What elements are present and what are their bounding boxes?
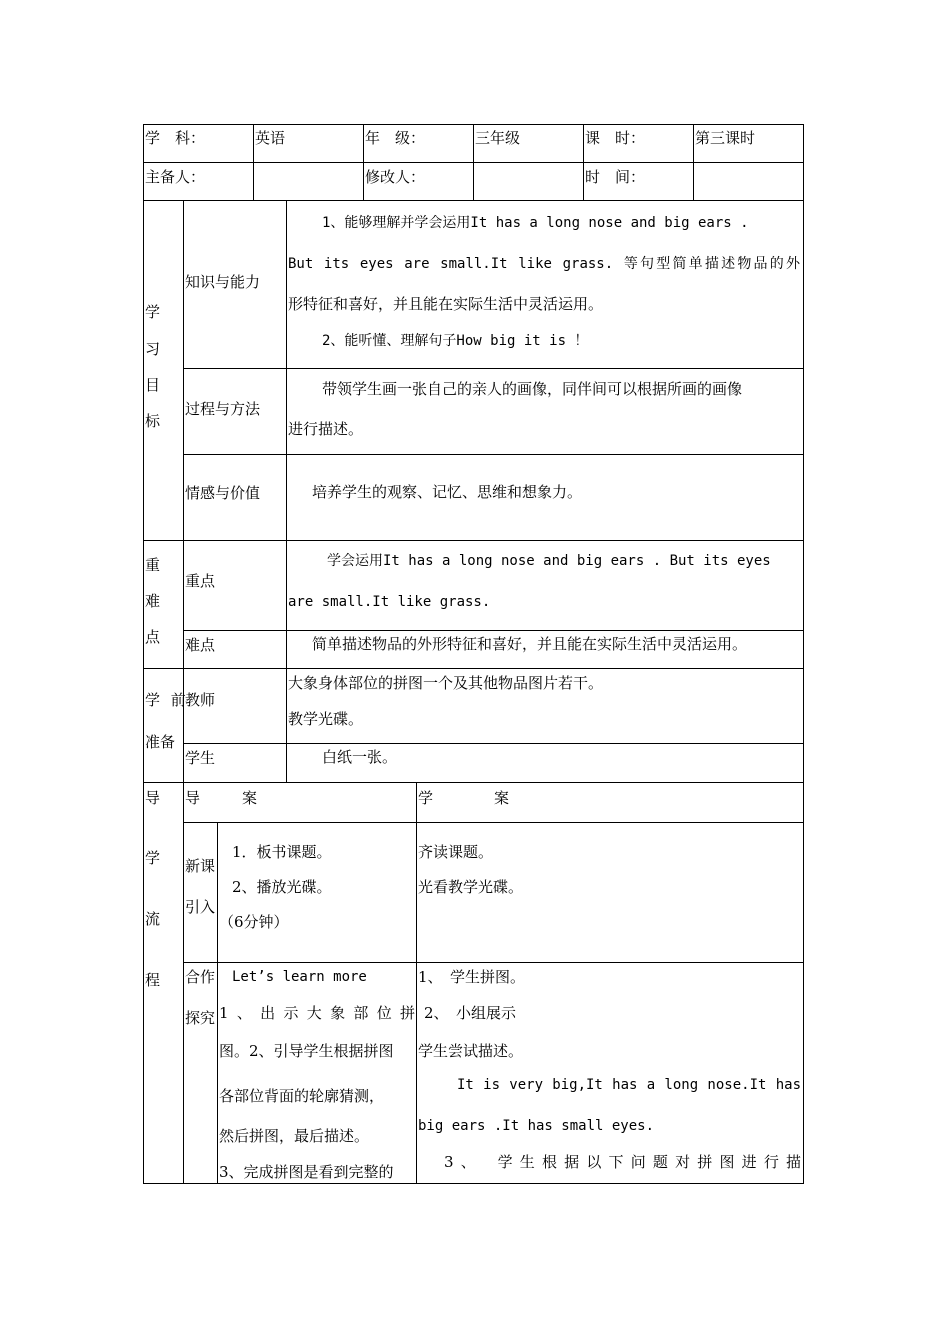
explore-guide-line: 3、完成拼图是看到完整的 — [219, 1163, 394, 1181]
explore-study-line: big ears .It has small eyes. — [418, 1118, 655, 1134]
objectives-section-char: 标 — [145, 412, 161, 430]
rule-preparation-bottom — [143, 782, 804, 783]
rule-header-c3 — [473, 124, 474, 201]
explore-study-line: It is very big,It has a long nose.It has — [457, 1077, 801, 1093]
intro-label-line: 引入 — [185, 898, 216, 916]
process-text-line: 进行描述。 — [288, 420, 364, 438]
flow-section-char: 程 — [145, 971, 161, 989]
subject-label: 学 科： — [145, 129, 206, 147]
focus-text-line: are small.It like grass. — [288, 594, 491, 610]
teacher-label: 教师 — [185, 691, 216, 709]
subject-value: 英语 — [255, 129, 286, 147]
focus-text-line: 学会运用It has a long nose and big ears . But its eyes — [327, 553, 771, 569]
rule-label-divider — [286, 200, 287, 783]
intro-guide-line: （6分钟） — [219, 913, 289, 931]
rule-flow-divider — [416, 782, 417, 1183]
lesson-label: 课 时： — [585, 129, 646, 147]
explore-guide-line: 各部位背面的轮廓猜测， — [219, 1087, 385, 1105]
rule-header-c4 — [583, 124, 584, 201]
intro-label-line: 新课 — [185, 857, 216, 875]
knowledge-label: 知识与能力 — [185, 273, 261, 291]
rule-objectives-bottom — [143, 540, 804, 541]
process-text-line: 带领学生画一张自己的亲人的画像，同伴间可以根据所画的画像 — [322, 380, 743, 398]
rule-header-c1 — [253, 124, 254, 201]
knowledge-text-line: 形特征和喜好，并且能在实际生活中灵活运用。 — [288, 295, 604, 313]
explore-study-line: 1、 学生拼图。 — [418, 968, 526, 986]
rule-keypoints-bottom — [143, 668, 804, 669]
process-label: 过程与方法 — [185, 400, 261, 418]
keypoints-section-char: 难 — [145, 592, 161, 610]
difficulty-text: 简单描述物品的外形特征和喜好，并且能在实际生活中灵活运用。 — [312, 635, 748, 653]
explore-label-line: 合作 — [185, 968, 216, 986]
reviser-label: 修改人： — [365, 168, 426, 186]
grade-value: 三年级 — [475, 129, 521, 147]
knowledge-text-line: 2、能听懂、理解句子How big it is ！ — [322, 333, 589, 349]
keypoints-section-char: 点 — [145, 628, 161, 646]
rule-flow-label-divider — [217, 822, 218, 1183]
knowledge-text-line: But its eyes are small.It like grass. 等句型简单描述物品的外 — [288, 256, 800, 272]
knowledge-text-line: 1、能够理解并学会运用It has a long nose and big ears . — [322, 215, 749, 231]
rule-focus-bottom — [183, 630, 804, 631]
rule-flow-header-bottom — [183, 822, 804, 823]
rule-teacher-bottom — [183, 743, 804, 744]
explore-label-line: 探究 — [185, 1009, 216, 1027]
preparation-section-line: 学 前 — [145, 691, 186, 709]
rule-left — [143, 124, 144, 1184]
teacher-text-line: 教学光碟。 — [288, 710, 364, 728]
rule-bottom — [143, 1183, 804, 1184]
rule-header-c5 — [693, 124, 694, 201]
lead-preparer-label: 主备人： — [145, 168, 206, 186]
explore-study-line: 2、 小组展示 — [424, 1004, 517, 1022]
explore-guide-line: 图。2、引导学生根据拼图 — [219, 1042, 394, 1060]
explore-guide-line: 1、出示大象部位拼 — [219, 1004, 415, 1022]
rule-header-c2 — [363, 124, 364, 201]
explore-guide-line: Let’s learn more — [232, 969, 367, 985]
explore-guide-line: 然后拼图，最后描述。 — [219, 1127, 370, 1145]
difficulty-label: 难点 — [185, 636, 216, 654]
preparation-section-line: 准备 — [145, 733, 176, 751]
explore-study-line: 3、 学生根据以下问题对拼图进行描 — [444, 1153, 801, 1171]
emotion-text: 培养学生的观察、记忆、思维和想象力。 — [312, 483, 583, 501]
student-label: 学生 — [185, 749, 216, 767]
flow-section-char: 导 — [145, 789, 161, 807]
rule-knowledge-bottom — [183, 368, 804, 369]
time-label: 时 间： — [585, 168, 646, 186]
study-column-header: 学 案 — [418, 789, 514, 807]
grade-label: 年 级： — [365, 129, 426, 147]
objectives-section-char: 目 — [145, 376, 161, 394]
intro-study-line: 齐读课题。 — [418, 843, 494, 861]
student-text: 白纸一张。 — [322, 748, 398, 766]
guide-column-header: 导 案 — [185, 789, 262, 807]
intro-guide-line: 1．板书课题。 — [232, 843, 332, 861]
lesson-value: 第三课时 — [695, 129, 756, 147]
teacher-text-line: 大象身体部位的拼图一个及其他物品图片若干。 — [288, 674, 604, 692]
objectives-section-char: 学 — [145, 303, 161, 321]
intro-guide-line: 2、播放光碟。 — [232, 878, 332, 896]
rule-process-bottom — [183, 454, 804, 455]
keypoints-section-char: 重 — [145, 556, 161, 574]
rule-right — [803, 124, 804, 1184]
intro-study-line: 光看教学光碟。 — [418, 878, 524, 896]
explore-study-line: 学生尝试描述。 — [418, 1042, 524, 1060]
focus-label: 重点 — [185, 572, 216, 590]
rule-intro-bottom — [183, 962, 804, 963]
flow-section-char: 流 — [145, 910, 161, 928]
flow-section-char: 学 — [145, 849, 161, 867]
objectives-section-char: 习 — [145, 340, 161, 358]
emotion-label: 情感与价值 — [185, 484, 261, 502]
